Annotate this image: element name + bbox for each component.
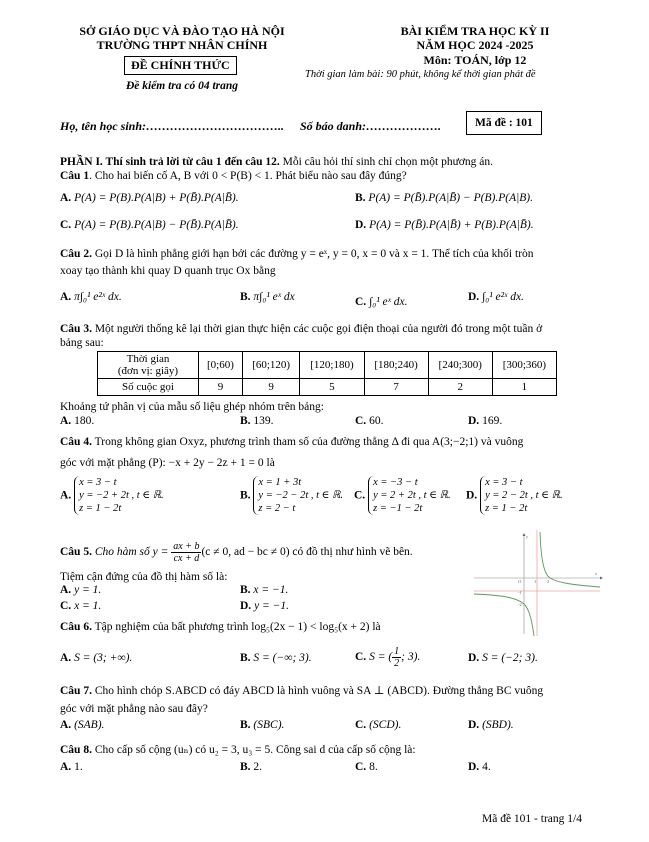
option-text: (SBC). <box>253 719 285 731</box>
q2-option-d[interactable] <box>468 291 524 303</box>
table-header-cell <box>98 352 199 379</box>
question-label: Câu 8. <box>60 744 92 756</box>
option-letter: C. <box>60 219 72 231</box>
equation-system <box>480 476 563 515</box>
option-text: 169. <box>482 415 503 427</box>
q7-option-c[interactable] <box>355 719 401 731</box>
x-axis-arrow-icon <box>600 577 603 580</box>
q3-option-b[interactable] <box>240 415 274 427</box>
equation-line: z = 2 − t <box>258 503 296 514</box>
question-label: Câu 7. <box>60 685 92 697</box>
option-text: S = (−∞; 3). <box>253 652 312 664</box>
q8-option-d[interactable] <box>468 761 491 773</box>
tick-label: 1 <box>534 579 537 584</box>
q5-option-b[interactable] <box>240 584 288 596</box>
option-text: π∫₀¹ e²ˣ dx. <box>74 291 122 303</box>
student-name-field[interactable]: Họ, tên học sinh:…………………………….. <box>60 119 285 133</box>
option-letter: B. <box>240 584 251 596</box>
q4-option-a[interactable] <box>60 476 164 515</box>
option-text: S = (3; +∞). <box>74 652 133 664</box>
equation-system <box>74 476 164 515</box>
option-letter: B. <box>240 652 251 664</box>
table-row <box>98 352 557 379</box>
q6-option-c[interactable] <box>355 646 420 669</box>
table-cell: [240;300) <box>428 352 492 379</box>
option-text: 2. <box>253 761 263 773</box>
time-note: Thời gian làm bài: 90 phút, không kể thời gian phát đề <box>305 69 536 80</box>
question-text: . Cho hai biến cố A, B với 0 < P(B) < 1. Phát biểu nào sau đây đúng? <box>89 170 407 182</box>
denominator: 2 <box>394 658 400 669</box>
table-cell: 5 <box>300 379 364 396</box>
option-letter: B. <box>240 719 251 731</box>
table-cell: [120;180) <box>300 352 364 379</box>
option-text: P(A) = P(B̄).P(A|B̄) + P(B).P(A|B̄). <box>369 219 534 231</box>
option-letter: A. <box>60 291 72 303</box>
option-letter: B. <box>240 489 251 502</box>
question-3-prompt: Khoảng tứ phân vị của mẫu số liệu ghép nhóm trên bảng: <box>60 401 324 413</box>
option-text: ∫₀¹ eˣ dx. <box>369 296 408 308</box>
x-axis-label: x <box>595 571 597 576</box>
numerator: 1 <box>394 646 400 657</box>
option-letter: C. <box>355 415 367 427</box>
tick-label: -1 <box>518 590 522 595</box>
option-letter: C. <box>355 651 367 664</box>
q7-option-d[interactable] <box>468 719 514 731</box>
option-text: 4. <box>482 761 491 773</box>
q6-option-b[interactable] <box>240 652 312 664</box>
equation-system <box>368 476 451 515</box>
school-name: TRƯỜNG THPT NHÂN CHÍNH <box>96 38 268 52</box>
option-text: ; 3). <box>401 651 421 664</box>
q5-option-a[interactable] <box>60 584 101 596</box>
school-year: NĂM HỌC 2024 -2025 <box>416 38 534 52</box>
table-row <box>98 379 557 396</box>
option-letter: A. <box>60 719 72 731</box>
q1-option-b[interactable] <box>355 192 533 204</box>
table-cell: [300;360) <box>492 352 556 379</box>
q6-option-a[interactable] <box>60 652 132 664</box>
equation-line: x = 3 − t <box>485 477 523 488</box>
table-cell: 9 <box>242 379 299 396</box>
option-text: (SBD). <box>482 719 514 731</box>
table-cell: 9 <box>199 379 243 396</box>
equation-line: x = −3 − t <box>373 477 418 488</box>
option-letter: B. <box>240 291 251 303</box>
question-text-pre: Cho hàm số y = <box>91 546 172 559</box>
official-badge: ĐỀ CHÍNH THỨC <box>124 56 237 75</box>
q2-option-c[interactable] <box>355 296 408 308</box>
question-label: Câu 2. <box>60 248 92 260</box>
option-text: ∫₀¹ e²ˣ dx. <box>482 291 524 303</box>
option-letter: D. <box>240 600 252 612</box>
option-letter: D. <box>468 415 480 427</box>
option-text: P(A) = P(B).P(A|B) − P(B̄).P(A|B̄). <box>74 219 239 231</box>
question-label: Câu 3. <box>60 323 92 335</box>
q2-option-a[interactable] <box>60 291 122 303</box>
fraction <box>171 541 201 564</box>
option-text: x = −1. <box>253 584 289 596</box>
question-text: Gọi D là hình phẳng giới hạn bởi các đường y = eˣ, y = 0, x = 0 và x = 1. Thể tích của khối tròn <box>91 248 534 260</box>
origin-label: O <box>518 579 522 584</box>
option-letter: C. <box>355 296 367 308</box>
option-text: S = ( <box>369 651 393 664</box>
exam-code-box: Mã đề : 101 <box>466 111 542 135</box>
option-letter: C. <box>355 761 367 773</box>
equation-line: x = 1 + 3t <box>258 477 302 488</box>
q8-option-b[interactable] <box>240 761 262 773</box>
q1-option-c[interactable] <box>60 219 239 231</box>
equation-system <box>253 476 343 515</box>
numerator: ax + b <box>173 541 200 552</box>
q4-option-d[interactable] <box>466 476 563 515</box>
option-letter: A. <box>60 415 72 427</box>
question-text: Một người thống kê lại thời gian thực hiện các cuộc gọi điện thoại của người đó trong một tuần ở <box>91 323 543 335</box>
question-label: Câu 1 <box>60 170 90 182</box>
tick-label: -2 <box>518 602 522 607</box>
option-letter: A. <box>60 192 72 204</box>
question-text: Trong không gian Oxyz, phương trình tham số của đường thẳng Δ đi qua A(3;−2;1) và vuông <box>91 436 524 448</box>
question-4 <box>60 436 523 448</box>
option-text: 180. <box>74 415 95 427</box>
q5-option-c[interactable] <box>60 600 101 612</box>
question-label: Câu 5. <box>60 546 92 559</box>
equation-line: y = −2 + 2t , t ∈ ℝ. <box>79 490 164 501</box>
table-cell: [180;240) <box>364 352 428 379</box>
option-letter: C. <box>354 489 366 502</box>
part1-title <box>60 156 493 168</box>
option-letter: A. <box>60 652 72 664</box>
option-text: (SAB). <box>74 719 105 731</box>
question-text-post: (c ≠ 0, ad − bc ≠ 0) có đồ thị như hình vẽ bên. <box>201 546 413 559</box>
table-cell: [60;120) <box>242 352 299 379</box>
question-6 <box>60 621 381 633</box>
option-letter: D. <box>466 489 478 502</box>
exam-title: BÀI KIỂM TRA HỌC KỲ II <box>400 24 550 38</box>
denominator: cx + d <box>173 553 200 564</box>
table-cell: [0;60) <box>199 352 243 379</box>
function-graph <box>474 530 604 636</box>
option-letter: D. <box>355 219 367 231</box>
table-cell: 2 <box>428 379 492 396</box>
option-letter: A. <box>60 761 72 773</box>
option-text: 1. <box>74 761 83 773</box>
question-5-line2: Tiệm cận đứng của đồ thị hàm số là: <box>60 571 228 583</box>
question-text: Tập nghiệm của bất phương trình log₅(2x − 1) < log₅(x + 2) là <box>91 621 381 633</box>
option-letter: D. <box>468 652 480 664</box>
question-text: Cho hình chóp S.ABCD có đáy ABCD là hình vuông và SA ⊥ (ABCD). Đường thẳng BC vuông <box>91 685 544 697</box>
equation-line: z = 1 − 2t <box>485 503 528 514</box>
option-text: (SCD). <box>369 719 402 731</box>
option-letter: B. <box>355 192 366 204</box>
question-label: Câu 4. <box>60 436 92 448</box>
q4-option-c[interactable] <box>354 476 451 515</box>
q4-option-b[interactable] <box>240 476 343 515</box>
option-text: S = (−2; 3). <box>482 652 538 664</box>
page-footer: Mã đề 101 - trang 1/4 <box>482 813 582 825</box>
question-7 <box>60 683 543 697</box>
option-text: P(A) = P(B).P(A|B) + P(B̄).P(A|B̄). <box>74 192 239 204</box>
part1-title-rest: Mỗi câu hỏi thí sinh chỉ chọn một phương án. <box>279 156 493 168</box>
question-1 <box>60 170 407 182</box>
pages-note: Đề kiểm tra có 04 trang <box>125 80 239 92</box>
option-text: y = 1. <box>74 584 102 596</box>
option-letter: B. <box>240 415 251 427</box>
part1-title-bold: PHẦN I. Thí sinh trả lời từ câu 1 đến câu 12. <box>60 156 280 168</box>
q8-option-c[interactable] <box>355 761 378 773</box>
option-letter: B. <box>240 761 251 773</box>
option-text: x = 1. <box>74 600 102 612</box>
question-8 <box>60 742 416 756</box>
header-line: Thời gian <box>126 353 170 365</box>
q1-option-a[interactable] <box>60 192 239 204</box>
option-letter: C. <box>355 719 367 731</box>
option-letter: D. <box>468 291 480 303</box>
question-3 <box>60 323 542 335</box>
q7-option-a[interactable] <box>60 719 104 731</box>
option-text: π∫₀¹ eˣ dx <box>253 291 295 303</box>
graph-curve-left <box>474 594 534 636</box>
equation-line: z = 1 − 2t <box>79 503 122 514</box>
question-7-line2: góc với mặt phẳng nào sau đây? <box>60 703 208 715</box>
q3-option-a[interactable] <box>60 415 94 427</box>
option-letter: D. <box>468 761 480 773</box>
q7-option-b[interactable] <box>240 719 284 731</box>
equation-line: x = 3 − t <box>79 477 117 488</box>
option-text: P(A) = P(B̄).P(A|B̄) − P(B).P(A|B). <box>368 192 533 204</box>
option-text: 8. <box>369 761 378 773</box>
question-label: Câu 6. <box>60 621 92 633</box>
header-line: (đơn vị: giây) <box>117 365 179 377</box>
tick-label: 2 <box>547 579 550 584</box>
table-header-cell: Số cuộc gọi <box>98 379 199 396</box>
q6-option-d[interactable] <box>468 652 538 664</box>
option-text: 139. <box>253 415 274 427</box>
option-text: 60. <box>369 415 384 427</box>
subject: Môn: TOÁN, lớp 12 <box>423 53 527 67</box>
fraction <box>392 646 401 669</box>
option-text: y = −1. <box>254 600 290 612</box>
question-3-line2: bảng sau: <box>60 337 104 349</box>
department-name: SỞ GIÁO DỤC VÀ ĐÀO TẠO HÀ NỘI <box>79 24 285 38</box>
option-letter: A. <box>60 489 72 502</box>
question-4-line2: góc với mặt phẳng (P): −x + 2y − 2z + 1 = 0 là <box>60 457 275 469</box>
equation-line: y = −2 − 2t , t ∈ ℝ. <box>258 490 344 501</box>
option-letter: C. <box>60 600 72 612</box>
equation-line: y = 2 + 2t , t ∈ ℝ. <box>373 490 451 501</box>
q8-option-a[interactable] <box>60 761 83 773</box>
question-2-line2: xoay tạo thành khi quay D quanh trục Ox bằng <box>60 265 276 277</box>
q2-option-b[interactable] <box>240 291 295 303</box>
q1-option-d[interactable] <box>355 219 534 231</box>
option-letter: A. <box>60 584 72 596</box>
table-cell: 7 <box>364 379 428 396</box>
equation-line: z = −1 − 2t <box>373 503 423 514</box>
option-letter: D. <box>468 719 480 731</box>
question-2 <box>60 248 534 260</box>
frequency-table <box>97 351 557 396</box>
q5-option-d[interactable] <box>240 600 289 612</box>
y-axis-label: y <box>526 534 528 539</box>
q3-option-c[interactable] <box>355 415 383 427</box>
q3-option-d[interactable] <box>468 415 502 427</box>
question-text: Cho cấp số cộng (uₙ) có u₂ = 3, u₃ = 5. Công sai d của cấp số cộng là: <box>91 744 416 756</box>
table-cell: 1 <box>492 379 556 396</box>
equation-line: y = 2 − 2t , t ∈ ℝ. <box>485 490 563 501</box>
student-id-field[interactable]: Số báo danh:………………. <box>300 119 442 133</box>
question-5 <box>60 541 413 564</box>
